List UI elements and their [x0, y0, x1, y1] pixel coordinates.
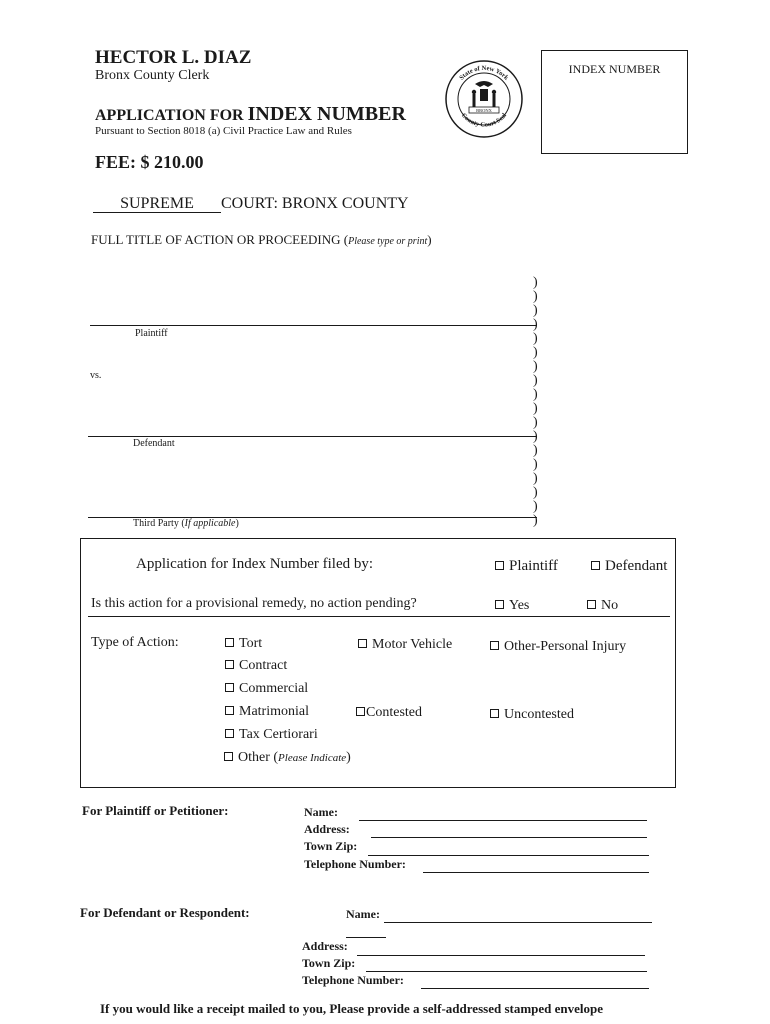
tax-certiorari-checkbox[interactable] — [225, 727, 318, 743]
other-type-label: Other ( — [238, 750, 279, 765]
checkbox-icon — [225, 683, 234, 692]
checkbox-icon — [225, 729, 234, 738]
defendant-address-label: Address: — [302, 939, 348, 953]
checkbox-icon — [224, 752, 233, 761]
paren-mark: ) — [533, 429, 538, 444]
checkbox-icon — [495, 600, 504, 609]
commercial-checkbox[interactable] — [225, 681, 308, 697]
footer-note: If you would like a receipt mailed to you, Please provide a self-addressed stamped envelope — [100, 1001, 604, 1016]
tort-checkbox[interactable] — [225, 636, 262, 652]
defendant-line[interactable] — [88, 436, 537, 437]
other-type-checkbox[interactable] — [224, 750, 351, 766]
application-title-large: INDEX NUMBER — [247, 103, 406, 125]
matrimonial-label: Matrimonial — [239, 704, 309, 719]
application-title-small: APPLICATION FOR — [95, 107, 244, 124]
other-personal-injury-label: Other-Personal Injury — [504, 639, 627, 654]
defendant-name-label: Name: — [346, 907, 380, 921]
checkbox-icon — [225, 660, 234, 669]
provisional-divider — [88, 616, 670, 617]
filed-by-plaintiff-checkbox[interactable] — [495, 558, 558, 575]
plaintiff-address-label: Address: — [304, 822, 350, 836]
defendant-contact-heading: For Defendant or Respondent: — [80, 905, 250, 920]
contested-label: Contested — [366, 705, 422, 720]
motor-vehicle-checkbox[interactable] — [358, 637, 452, 653]
other-type-close: ) — [346, 750, 351, 765]
commercial-label: Commercial — [239, 681, 309, 696]
defendant-short-rule — [346, 937, 386, 938]
paren-mark: ) — [533, 471, 538, 486]
filed-by-defendant-checkbox[interactable] — [591, 558, 667, 575]
court-line — [93, 195, 409, 213]
full-title-hint: Please type or print — [348, 236, 428, 247]
contract-label: Contract — [239, 658, 288, 673]
paren-mark: ) — [533, 289, 538, 304]
provisional-no-label: No — [601, 598, 619, 613]
plaintiff-telephone-field[interactable] — [423, 872, 649, 873]
plaintiff-label: Plaintiff — [135, 328, 168, 339]
paren-mark: ) — [533, 317, 538, 332]
contested-checkbox[interactable] — [356, 705, 422, 721]
defendant-telephone-field[interactable] — [421, 988, 649, 989]
defendant-label: Defendant — [133, 438, 175, 449]
paren-mark: ) — [533, 457, 538, 472]
provisional-question: Is this action for a provisional remedy, no action pending? — [91, 596, 417, 611]
matrimonial-checkbox[interactable] — [225, 704, 309, 720]
plaintiff-name-field[interactable] — [359, 820, 647, 821]
plaintiff-town-zip-label: Town Zip: — [304, 839, 358, 853]
full-title-heading — [91, 232, 432, 248]
plaintiff-line[interactable] — [90, 325, 537, 326]
checkbox-icon — [225, 706, 234, 715]
checkbox-icon — [495, 561, 504, 570]
other-personal-injury-checkbox[interactable] — [490, 639, 626, 655]
seal-text-center: BRONX — [476, 107, 492, 113]
seal-text-bottom: County Court Seal — [459, 111, 509, 129]
defendant-town-zip-field[interactable] — [366, 971, 647, 972]
checkbox-icon — [225, 638, 234, 647]
plaintiff-name-label: Name: — [304, 805, 338, 819]
paren-mark: ) — [533, 513, 538, 528]
uncontested-label: Uncontested — [504, 707, 574, 722]
court-type: SUPREME — [93, 196, 221, 213]
filed-by-defendant-label: Defendant — [605, 558, 668, 574]
paren-mark: ) — [533, 401, 538, 416]
checkbox-icon — [358, 639, 367, 648]
full-title-close-paren: ) — [427, 232, 432, 247]
index-number-box[interactable] — [541, 50, 688, 154]
third-party-hint: If applicable — [184, 518, 236, 529]
plaintiff-town-zip-field[interactable] — [368, 855, 649, 856]
defendant-name-field[interactable] — [384, 922, 652, 923]
paren-mark: ) — [533, 345, 538, 360]
checkbox-icon — [490, 709, 499, 718]
checkbox-icon — [490, 641, 499, 650]
county-seal — [443, 58, 525, 140]
third-party-label-text: Third Party ( — [133, 518, 185, 529]
clerk-title: Bronx County Clerk — [95, 68, 210, 83]
tort-label: Tort — [239, 636, 263, 651]
paren-mark: ) — [533, 303, 538, 318]
filed-by-question: Application for Index Number filed by: — [136, 556, 374, 572]
paren-mark: ) — [533, 331, 538, 346]
third-party-close: ) — [235, 518, 239, 529]
pursuant-text: Pursuant to Section 8018 (a) Civil Practice Law and Rules — [95, 125, 352, 137]
application-box — [80, 538, 676, 788]
other-type-hint: Please Indicate — [278, 752, 347, 764]
paren-mark: ) — [533, 373, 538, 388]
provisional-yes-checkbox[interactable] — [495, 598, 529, 614]
third-party-label — [133, 518, 239, 529]
paren-mark: ) — [533, 499, 538, 514]
fee-amount: FEE: $ 210.00 — [95, 152, 204, 172]
plaintiff-contact-heading: For Plaintiff or Petitioner: — [82, 803, 229, 818]
provisional-yes-label: Yes — [509, 598, 530, 613]
plaintiff-address-field[interactable] — [371, 837, 647, 838]
contract-checkbox[interactable] — [225, 658, 287, 674]
provisional-no-checkbox[interactable] — [587, 598, 618, 614]
defendant-town-zip-label: Town Zip: — [302, 956, 356, 970]
defendant-telephone-label: Telephone Number: — [302, 973, 404, 987]
tax-certiorari-label: Tax Certiorari — [239, 727, 318, 742]
paren-mark: ) — [533, 387, 538, 402]
checkbox-icon — [587, 600, 596, 609]
vs-label: vs. — [90, 370, 102, 381]
index-number-label: INDEX NUMBER — [568, 62, 661, 76]
paren-mark: ) — [533, 415, 538, 430]
seal-text-top: State of New York — [458, 64, 510, 82]
checkbox-icon — [356, 707, 365, 716]
type-of-action-label: Type of Action: — [91, 635, 179, 650]
clerk-name: HECTOR L. DIAZ — [95, 47, 252, 68]
svg-text:County Court Seal — [460, 112, 508, 129]
filed-by-plaintiff-label: Plaintiff — [509, 558, 558, 574]
plaintiff-telephone-label: Telephone Number: — [304, 857, 406, 871]
full-title-heading-text: FULL TITLE OF ACTION OR PROCEEDING ( — [91, 232, 349, 247]
uncontested-checkbox[interactable] — [490, 707, 574, 723]
paren-mark: ) — [533, 359, 538, 374]
paren-mark: ) — [533, 275, 538, 290]
paren-mark: ) — [533, 485, 538, 500]
checkbox-icon — [591, 561, 600, 570]
paren-mark: ) — [533, 443, 538, 458]
defendant-address-field[interactable] — [357, 955, 645, 956]
motor-vehicle-label: Motor Vehicle — [372, 637, 453, 652]
court-suffix: COURT: BRONX COUNTY — [221, 195, 409, 212]
application-title — [95, 103, 406, 126]
